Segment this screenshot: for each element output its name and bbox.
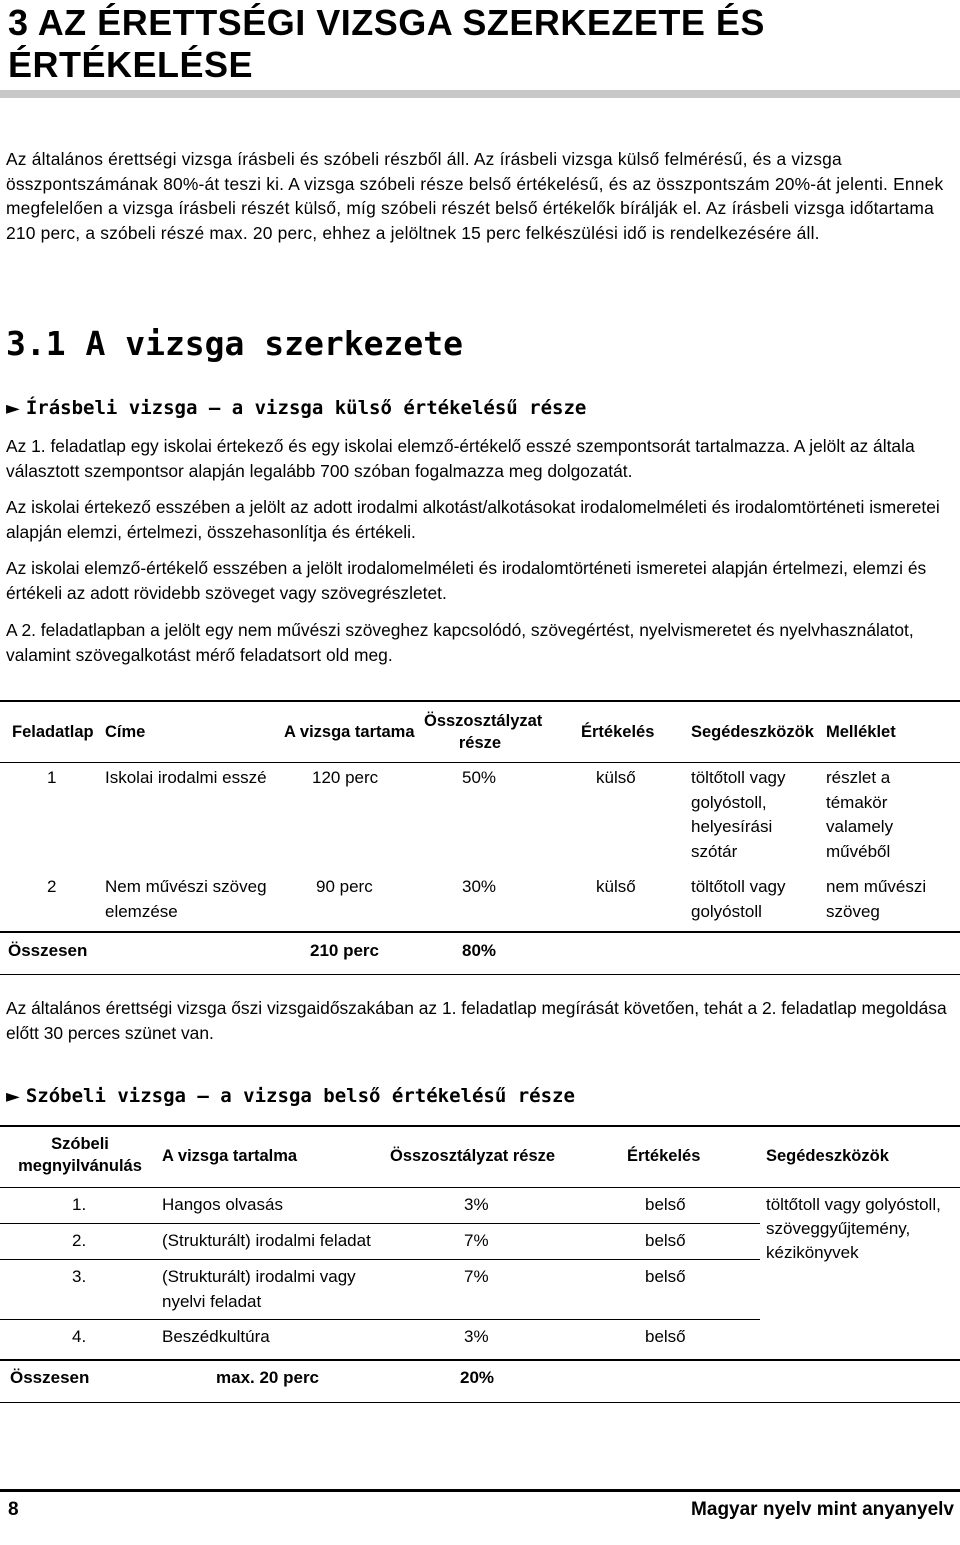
cell-title xyxy=(105,875,267,924)
col-header-megnyilvanulas-line: megnyilvánulás xyxy=(18,1157,142,1175)
written-paragraph: Az iskolai elemző-értékelő esszében a jelölt irodalomelméleti és irodalomtörténeti ismeretei alapján értelmezi, elemzi és értékeli az adott rövidebb szöveget vagy szövegrészletet. xyxy=(6,558,927,603)
col-header-ertekeles: Értékelés xyxy=(627,1147,701,1165)
cell-evaluation: külső xyxy=(596,877,636,896)
cell-evaluation: belső xyxy=(645,1327,686,1346)
row-divider xyxy=(0,1259,760,1260)
cell-line: részlet a xyxy=(826,768,891,787)
written-subheading-text: Írásbeli vizsga – a vizsga külső értékelésű része xyxy=(25,397,587,419)
table-rule-bottom xyxy=(0,1402,960,1403)
table-rule-bottom xyxy=(0,974,960,975)
cell-line: elemzése xyxy=(105,901,178,921)
cell-no: 2 xyxy=(47,877,57,896)
cell-line: kézikönyvek xyxy=(766,1243,859,1262)
table-rule-total xyxy=(0,1359,960,1361)
col-header-segedeszkozok: Segédeszközök xyxy=(766,1147,889,1165)
triangle-bullet-icon: ► xyxy=(6,1086,20,1107)
schedule-note: Az általános érettségi vizsga őszi vizsgaidőszakában az 1. feladatlap megírását követően, tehát a 2. feladatlap megoldása előtt 30 perces szünet van. xyxy=(6,998,947,1043)
written-exam-table xyxy=(0,700,960,975)
cell-content: Beszédkultúra xyxy=(162,1327,270,1346)
cell-line: szöveg xyxy=(826,901,880,921)
cell-line: szöveggyűjtemény, xyxy=(766,1219,911,1238)
col-header-melleklet: Melléklet xyxy=(826,723,896,741)
cell-share: 30% xyxy=(462,877,497,896)
cell-evaluation: külső xyxy=(596,768,636,787)
footer-rule xyxy=(0,1489,960,1492)
table-rule-header xyxy=(0,762,960,763)
cell-duration: 90 perc xyxy=(316,877,373,896)
col-header-cime: Címe xyxy=(105,723,146,741)
cell-line: töltőtoll vagy xyxy=(691,877,786,896)
cell-attachment xyxy=(826,766,893,864)
written-paragraph: Az iskolai értekező esszében a jelölt az adott irodalmi alkotást/alkotásokat irodalomelméleti és irodalomtörténeti ismeretei alapján elemzi, értelmezi, összehasonlítja és értékeli. xyxy=(6,497,940,542)
cell-evaluation: belső xyxy=(645,1231,686,1250)
col-header-tartama: A vizsga tartama xyxy=(284,723,415,741)
heading-rule xyxy=(0,90,960,98)
row-divider xyxy=(0,1223,760,1224)
cell-share: 3% xyxy=(464,1195,489,1214)
written-paragraph: Az 1. feladatlap egy iskolai értekező és egy iskolai elemző-értékelő esszé szempontsorát tartalmazza. A jelölt az általa választott szempontsor alapján legalább 700 szóban fogalmazza meg dolgozatát. xyxy=(6,436,915,481)
cell-evaluation: belső xyxy=(645,1267,686,1286)
total-label: Összesen xyxy=(10,1368,90,1387)
total-duration: max. 20 perc xyxy=(216,1368,320,1387)
cell-tools xyxy=(766,1193,941,1265)
cell-tools xyxy=(691,875,786,924)
cell-line: Nem művészi szöveg xyxy=(105,877,267,896)
cell-content: Hangos olvasás xyxy=(162,1195,283,1214)
oral-subheading-text: Szóbeli vizsga – a vizsga belső értékelésű része xyxy=(25,1085,575,1107)
cell-line: golyóstoll xyxy=(691,901,762,921)
total-share: 80% xyxy=(462,941,497,960)
cell-line: nyelvi feladat xyxy=(162,1291,262,1311)
footer-title: Magyar nyelv mint anyanyelv xyxy=(691,1499,954,1520)
section-heading: 3.1 A vizsga szerkezete xyxy=(6,324,463,363)
cell-no: 1 xyxy=(47,768,57,787)
cell-line: valamely xyxy=(826,817,894,836)
cell-share: 3% xyxy=(464,1327,489,1346)
chapter-heading xyxy=(8,2,952,86)
col-header-segedeszkozok: Segédeszközök xyxy=(691,723,814,741)
cell-share: 50% xyxy=(462,768,497,787)
cell-title: Iskolai irodalmi esszé xyxy=(105,768,267,787)
table-rule-header xyxy=(0,1187,960,1188)
chapter-heading-line1: 3 AZ ÉRETTSÉGI VIZSGA SZERKEZETE ÉS xyxy=(8,2,765,43)
table-rule-top xyxy=(0,1125,960,1127)
cell-no: 2. xyxy=(72,1231,87,1250)
cell-duration: 120 perc xyxy=(312,768,379,787)
row-divider xyxy=(0,1319,760,1320)
col-header-osszesztalyzat: Összosztályzat része xyxy=(390,1147,556,1165)
cell-share: 7% xyxy=(464,1267,489,1286)
cell-no: 4. xyxy=(72,1327,87,1346)
cell-line: témakör xyxy=(826,792,888,812)
col-header-osszesztalyzat-line: része xyxy=(458,734,502,752)
cell-line: nem művészi xyxy=(826,877,927,896)
cell-evaluation: belső xyxy=(645,1195,686,1214)
cell-tools xyxy=(691,766,786,864)
col-header-megnyilvanulas-line: Szóbeli xyxy=(51,1135,109,1153)
cell-no: 3. xyxy=(72,1267,87,1286)
cell-content: (Strukturált) irodalmi feladat xyxy=(162,1231,371,1250)
triangle-bullet-icon: ► xyxy=(6,398,20,419)
total-share: 20% xyxy=(460,1368,495,1387)
cell-line: (Strukturált) irodalmi vagy xyxy=(162,1267,356,1286)
col-header-osszesztalyzat-line: Összosztályzat xyxy=(424,712,543,730)
cell-line: helyesírási xyxy=(691,817,773,836)
total-duration: 210 perc xyxy=(310,941,379,960)
col-header-feladatlap: Feladatlap xyxy=(12,723,94,741)
table-rule-total xyxy=(0,931,960,933)
cell-line: szótár xyxy=(691,841,738,861)
col-header-ertekeles: Értékelés xyxy=(581,723,655,741)
cell-line: töltőtoll vagy xyxy=(691,768,786,787)
table-rule-top xyxy=(0,700,960,702)
written-subheading xyxy=(6,396,586,421)
written-paragraph: A 2. feladatlapban a jelölt egy nem művészi szöveghez kapcsolódó, szövegértést, nyelvismeretet és nyelvhasználatot, valamint szövegalkotást mérő feladatsort old meg. xyxy=(6,620,914,665)
intro-paragraph: Az általános érettségi vizsga írásbeli és szóbeli részből áll. Az írásbeli vizsga külső felmérésű, és a vizsga összpontszámának 80%-át teszi ki. A vizsga szóbeli része belső értékelésű, és az összpontszám 20%-át jelenti. Ennek megfelelően a vizsga írásbeli részét külső, míg szóbeli részét belső értékelők bírálják el. Az írásbeli vizsga időtartama 210 perc, a szóbeli részé max. 20 perc, ehhez a jelöltnek 15 perc felkészülési idő is rendelkezésére áll. xyxy=(6,149,944,243)
cell-attachment xyxy=(826,875,926,924)
col-header-tartalma: A vizsga tartalma xyxy=(162,1147,298,1165)
cell-no: 1. xyxy=(72,1195,87,1214)
col-header-megnyilvanulas xyxy=(10,1133,150,1177)
page-number: 8 xyxy=(8,1499,19,1520)
cell-share: 7% xyxy=(464,1231,489,1250)
cell-line: golyóstoll, xyxy=(691,792,767,812)
cell-line: művéből xyxy=(826,841,891,861)
cell-line: töltőtoll vagy golyóstoll, xyxy=(766,1195,941,1214)
col-header-osszesztalyzat xyxy=(424,710,543,754)
oral-exam-table xyxy=(0,1125,960,1403)
total-label: Összesen xyxy=(8,941,88,960)
oral-subheading xyxy=(6,1084,575,1109)
chapter-heading-line2: ÉRTÉKELÉSE xyxy=(8,44,254,85)
cell-content xyxy=(162,1265,356,1314)
